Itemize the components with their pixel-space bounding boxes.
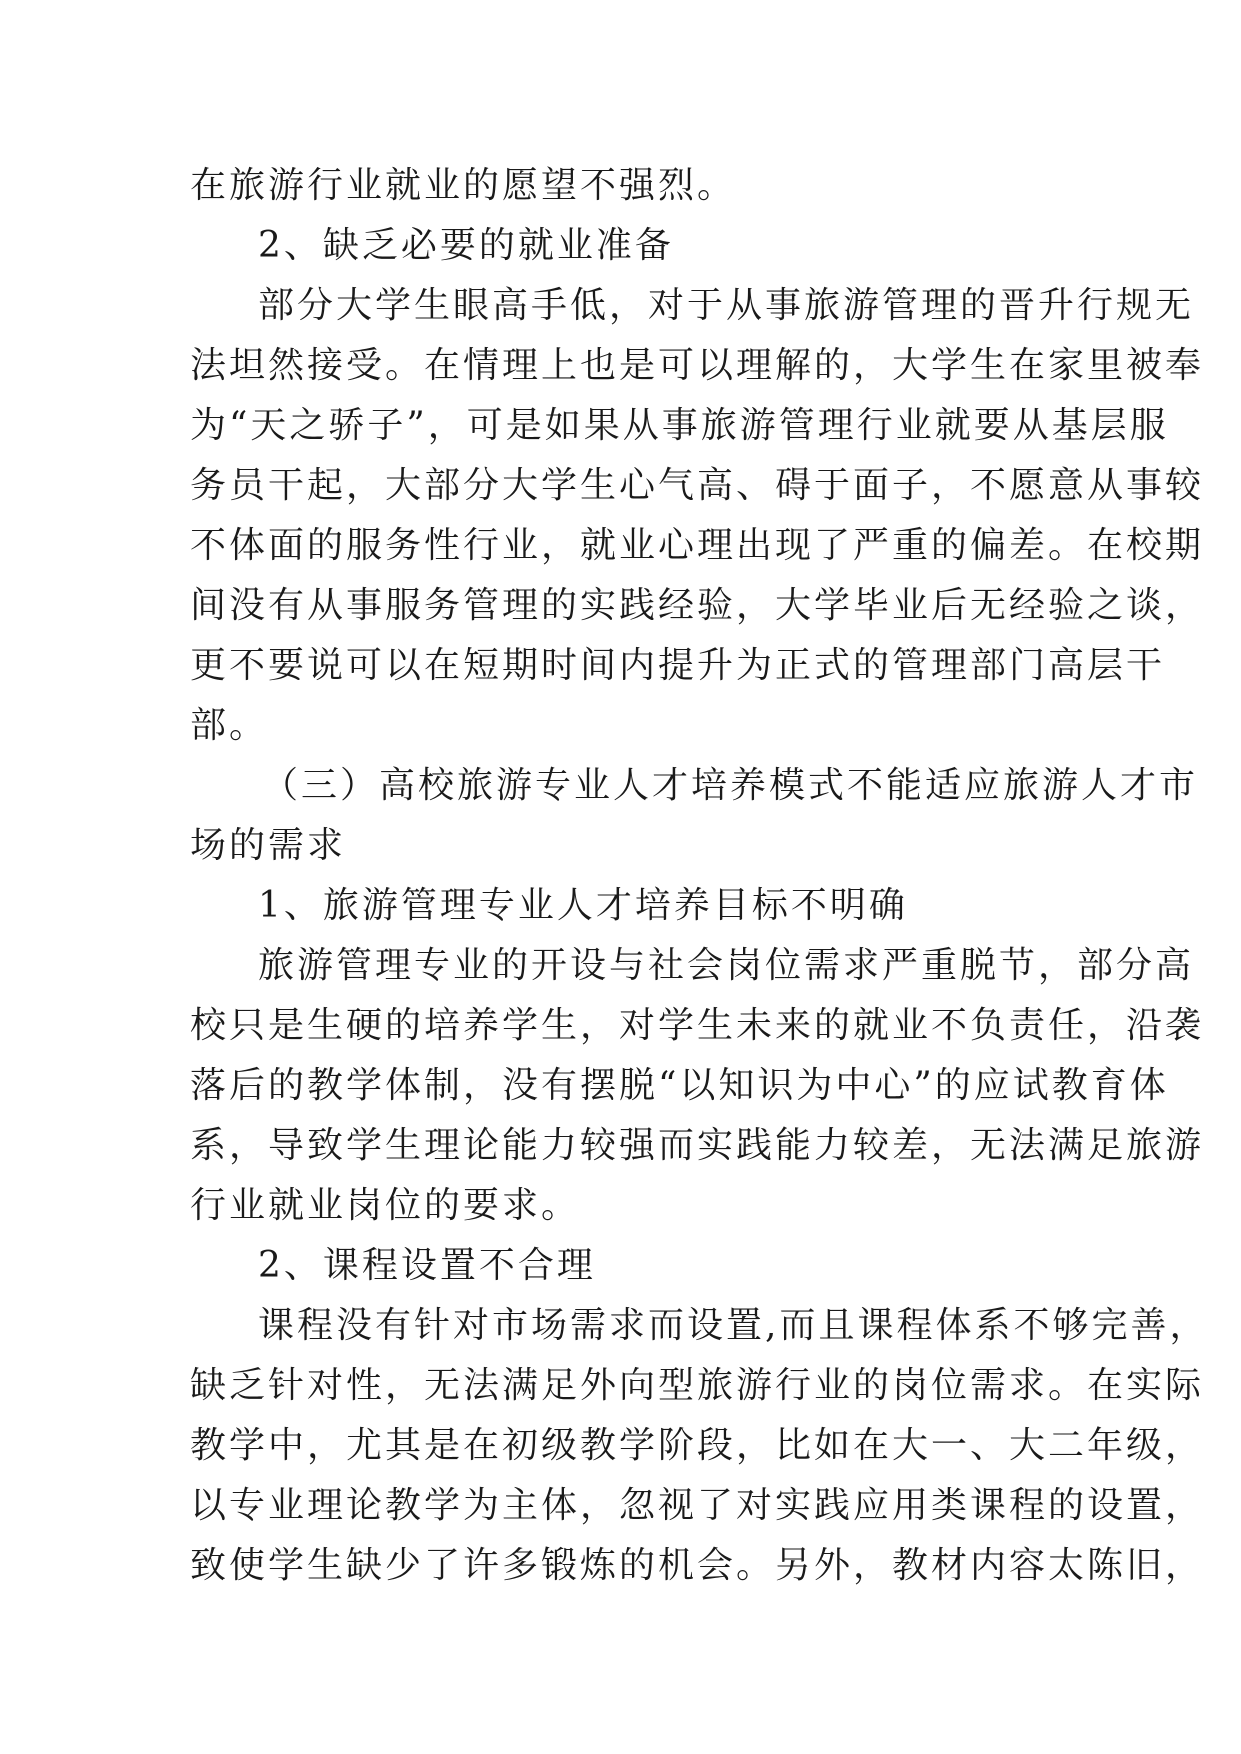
text-line: 法坦然接受。在情理上也是可以理解的，大学生在家里被奉: [190, 345, 1205, 386]
text-line: 致使学生缺少了许多锻炼的机会。另外，教材内容太陈旧，: [190, 1545, 1205, 1586]
section-heading: （三）高校旅游专业人才培养模式不能适应旅游人才市: [262, 765, 1199, 806]
text-line: 行业就业岗位的要求。: [190, 1185, 581, 1226]
section-heading-continuation: 场的需求: [190, 825, 347, 866]
text-line: 为“天之骄子”，可是如果从事旅游管理行业就要从基层服: [190, 405, 1169, 446]
subsection-heading: 2、课程设置不合理: [258, 1245, 596, 1286]
text-line: 落后的教学体制，没有摆脱“以知识为中心”的应试教育体: [190, 1065, 1169, 1106]
text-line: 校只是生硬的培养学生，对学生未来的就业不负责任，沿袭: [190, 1005, 1205, 1046]
text-line: 更不要说可以在短期时间内提升为正式的管理部门高层干: [190, 645, 1166, 686]
text-line: 部。: [190, 705, 269, 746]
text-line: 课程没有针对市场需求而设置,而且课程体系不够完善，: [258, 1305, 1209, 1346]
text-line: 旅游管理专业的开设与社会岗位需求严重脱节，部分高: [258, 945, 1195, 986]
text-line: 系，导致学生理论能力较强而实践能力较差，无法满足旅游: [190, 1125, 1205, 1166]
subsection-heading: 2、缺乏必要的就业准备: [258, 225, 674, 266]
text-line: 以专业理论教学为主体，忽视了对实践应用类课程的设置，: [190, 1485, 1205, 1526]
text-line: 务员干起，大部分大学生心气高、碍于面子，不愿意从事较: [190, 465, 1205, 506]
text-line: 教学中，尤其是在初级教学阶段，比如在大一、大二年级，: [190, 1425, 1205, 1466]
subsection-heading: 1、旅游管理专业人才培养目标不明确: [258, 885, 908, 926]
text-line: 在旅游行业就业的愿望不强烈。: [190, 165, 737, 206]
text-line: 间没有从事服务管理的实践经验，大学毕业后无经验之谈，: [190, 585, 1205, 626]
text-line: 缺乏针对性，无法满足外向型旅游行业的岗位需求。在实际: [190, 1365, 1205, 1406]
text-line: 部分大学生眼高手低，对于从事旅游管理的晋升行规无: [258, 285, 1195, 326]
text-line: 不体面的服务性行业，就业心理出现了严重的偏差。在校期: [190, 525, 1205, 566]
